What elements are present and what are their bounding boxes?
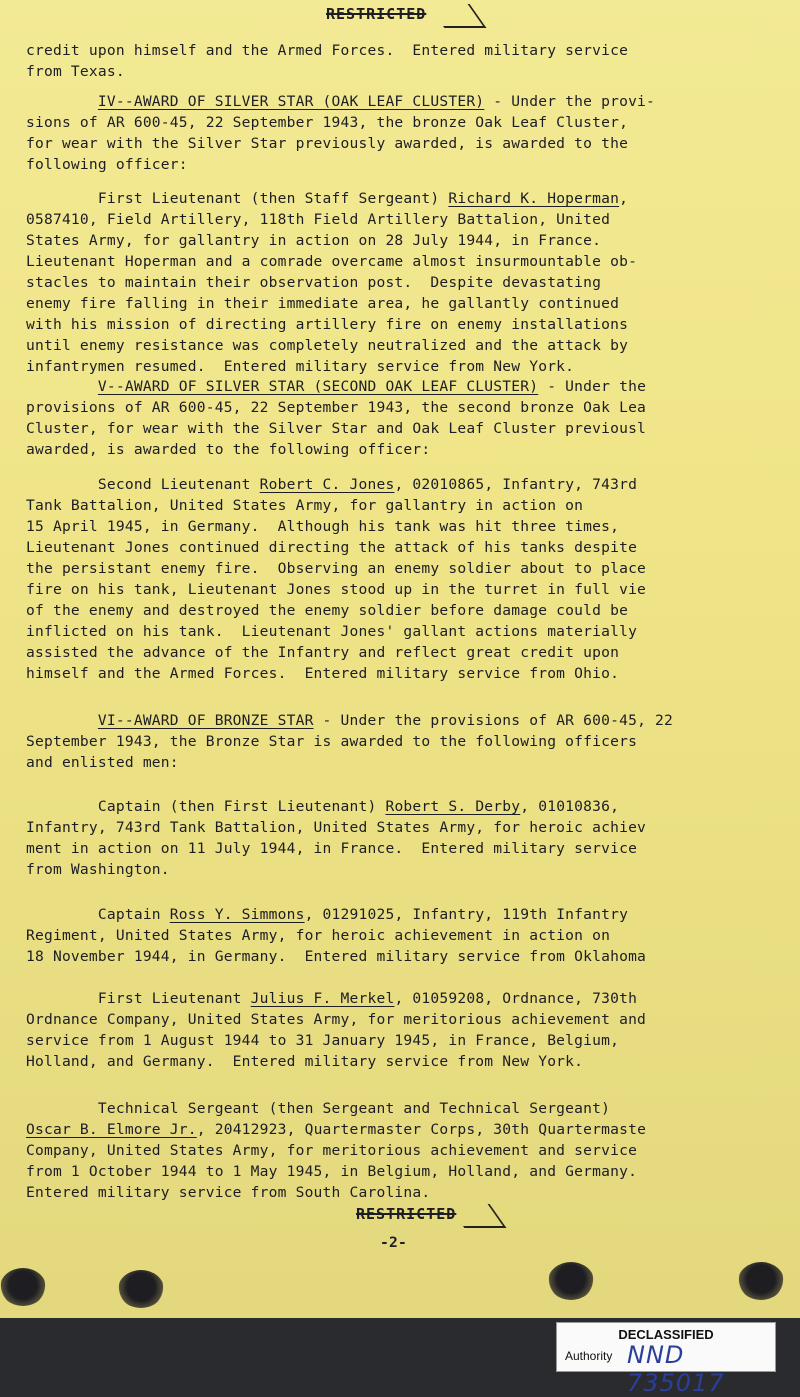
recipient-name: Ross Y. Simmons <box>169 906 305 923</box>
recipient-name: Robert S. Derby <box>385 798 521 815</box>
section-vi-heading: VI--AWARD OF BRONZE STAR <box>97 712 314 729</box>
section-iv-text: - Under the provi- sions of AR 600-45, 22 September 1943, the bronze Oak Leaf Cluster, for wear with the Silver Star previously awarded, is awarded to the following officer: <box>26 93 656 173</box>
section-vi-text: - Under the provisions of AR 600-45, 22 September 1943, the Bronze Star is awarded to the following officers and enlisted men: <box>26 712 674 771</box>
punch-hole-icon <box>118 1270 164 1308</box>
punch-hole-icon <box>738 1262 784 1300</box>
section-iv-paragraph <box>26 91 788 175</box>
rank-text: First Lieutenant <box>97 990 251 1007</box>
section-iv-heading: IV--AWARD OF SILVER STAR (OAK LEAF CLUSTER) <box>97 93 485 110</box>
recipient-name: Julius F. Merkel <box>250 990 395 1007</box>
citation-text: , 01059208, Ordnance, 730th Ordnance Company, United States Army, for meritorious achievement and service from 1 August 1944 to 31 January 1945, in France, Belgium, Holland, and Germany. Entered military service from New York. <box>26 990 647 1070</box>
page-number: -2- <box>380 1234 407 1251</box>
declassified-title: DECLASSIFIED <box>618 1327 714 1342</box>
authority-label: Authority <box>565 1349 613 1363</box>
section-vi-paragraph <box>26 710 788 773</box>
rank-text: Captain (then First Lieutenant) <box>97 798 386 815</box>
citation-text: , 01291025, Infantry, 119th Infantry Regiment, United States Army, for heroic achievement in action on 18 November 1944, in Germany. Entered military service from Oklahoma <box>26 906 647 965</box>
punch-hole-icon <box>0 1268 46 1306</box>
paragraph-text: credit upon himself and the Armed Forces. Entered military service from Texas. <box>26 42 629 80</box>
stamp-slash-mark <box>428 4 487 28</box>
award-elmore <box>26 1098 788 1203</box>
section-v-text: - Under the provisions of AR 600-45, 22 September 1943, the second bronze Oak Lea Cluster, for wear with the Silver Star and Oak Leaf Cluster previousl awarded, is awarded to the following officer: <box>26 378 647 458</box>
section-v-heading: V--AWARD OF SILVER STAR (SECOND OAK LEAF CLUSTER) <box>97 378 539 395</box>
award-merkel <box>26 988 788 1072</box>
award-jones <box>26 474 788 684</box>
authority-number: NND 735017 <box>627 1341 725 1397</box>
citation-text: , 01010836, Infantry, 743rd Tank Battalion, United States Army, for heroic achiev ment in action on 11 July 1944, in France. Entered military service from Washington. <box>26 798 647 878</box>
rank-text: First Lieutenant (then Staff Sergeant) <box>97 190 449 207</box>
award-simmons <box>26 904 788 967</box>
award-derby <box>26 796 788 880</box>
stamp-slash-mark <box>448 1204 507 1228</box>
restricted-stamp-bottom: RESTRICTED <box>356 1205 457 1223</box>
citation-text: , 0587410, Field Artillery, 118th Field Artillery Battalion, United States Army, for gallantry in action on 28 July 1944, in France. Lieutenant Hoperman and a comrade overcame almost insurmountable ob- stacles to maintain their observation post. Despite devastating enemy fire falling in their immediate area, he gallantly continued with his mission of directing artillery fire on enemy installations until enemy resistance was completely neutralized and the attack by infantrymen resumed. Entered military service from New York. <box>26 190 638 375</box>
recipient-name: Richard K. Hoperman <box>448 190 620 207</box>
section-v-paragraph <box>26 376 788 460</box>
recipient-name: Oscar B. Elmore Jr. <box>26 1121 197 1138</box>
declassified-stamp <box>556 1322 776 1397</box>
punch-hole-icon <box>548 1262 594 1300</box>
award-hoperman <box>26 188 788 377</box>
rank-text: Second Lieutenant <box>97 476 260 493</box>
citation-text: , 02010865, Infantry, 743rd Tank Battalion, United States Army, for gallantry in action on 15 April 1945, in Germany. Although his tank was hit three times, Lieutenant Jones continued directing the attack of his tanks despite the persistant enemy fire. Observing an enemy soldier about to place fire on his tank, Lieutenant Jones stood up in the turret in full vie of the enemy and destroyed the enemy soldier before damage could be inflicted on his tank. Lieutenant Jones' gallant actions materially assisted the advance of the Infantry and reflect great credit upon himself and the Armed Forces. Entered military service from Ohio. <box>26 476 647 682</box>
rank-text: Captain <box>97 906 170 923</box>
paragraph-continuation <box>26 40 788 82</box>
recipient-name: Robert C. Jones <box>259 476 395 493</box>
rank-text: Technical Sergeant (then Sergeant and Technical Sergeant) <box>97 1100 611 1117</box>
citation-text: , 20412923, Quartermaster Corps, 30th Quartermaste Company, United States Army, for meritorious achievement and service from 1 October 1944 to 1 May 1945, in Belgium, Holland, and Germany. Entered military service from South Carolina. <box>26 1121 647 1201</box>
restricted-stamp-top: RESTRICTED <box>326 5 427 23</box>
